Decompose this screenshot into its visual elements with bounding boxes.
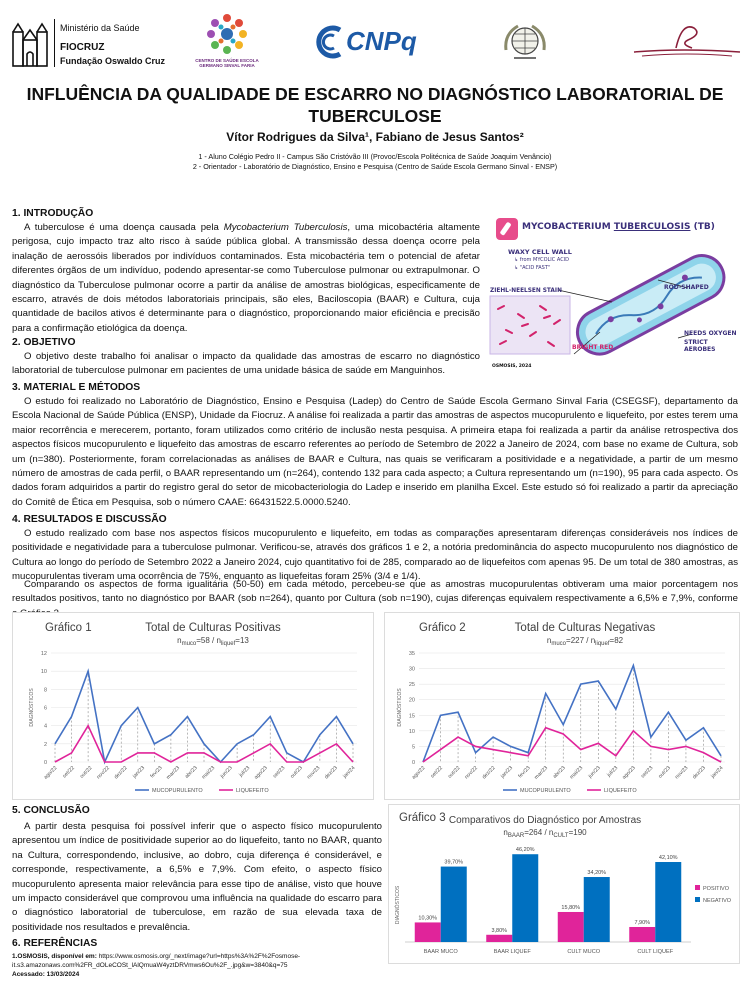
x-tick-label: jan/24 [710, 765, 725, 780]
x-tick-label: jul/23 [606, 765, 620, 779]
label-oxygen-1: NEEDS OXYGEN [684, 330, 737, 337]
references-heading: 6. REFERÊNCIAS [12, 938, 98, 949]
y-tick-label: 15 [408, 713, 415, 720]
x-tick-label: nov/23 [674, 765, 690, 781]
x-tick-label: CULT LIQUEF [637, 949, 674, 955]
y-axis-label: DIAGNÓSTICOS [395, 885, 401, 925]
legend-label: LIQUEFEITO [236, 788, 269, 794]
label-rod: ROD-SHAPED [664, 284, 709, 291]
school-emblem-icon [200, 12, 254, 60]
bar-data-label: 15,80% [561, 904, 581, 911]
y-axis-label: DIAGNÓSTICOS [29, 688, 35, 727]
y-tick-label: 20 [408, 697, 415, 704]
castle-icon [10, 16, 50, 68]
y-tick-label: 12 [40, 651, 47, 657]
results-heading: 4. RESULTADOS E DISCUSSÃO [12, 514, 167, 525]
label-ziehl: ZIEHL-NEELSEN STAIN [490, 288, 562, 294]
intro-text-b: , uma micobactéria altamente perigosa, cujo impacto traz alto risco à saúde pública global. A transmissão dessa doença ocorre pela inalação de aerossóis liberados por indivíduos contaminados. Esta micobactéria tem o potencial de afetar diferentes órgãos de um indivíduo, podendo apresentar-se como Tuberculose pulmonar ou extrapulmonar. O diagnóstico da Tuberculose pulmonar ocorre a partir da análise de amostras biológicas, especificamente de escarro, através de dois métodos laboratoriais principais, são eles, Baciloscopia (BAAR) e Cultura, cuja quantidade de bacilos ativos é determinante para o diagnóstico, proporcionando maior eficiência e precisão para a confirmação etiológica da doença. [12, 222, 480, 334]
x-tick-label: dez/23 [691, 765, 707, 781]
legend-swatch [695, 885, 700, 890]
tb-figure [488, 214, 738, 374]
fiocruz-name: FIOCRUZ [60, 42, 105, 53]
chart-subtitle: $n_{muco}=58 / n_{liquef}=13$ [177, 636, 249, 647]
intro-text-a: A tuberculose é uma doença causada pela [24, 222, 224, 233]
x-tick-label: ago/22 [410, 765, 427, 781]
figure-title-b: TUBERCULOSIS [613, 222, 691, 232]
x-tick-label: mar/23 [165, 765, 182, 781]
bar-data-label: 42,10% [658, 855, 678, 862]
ministry-logo [10, 14, 170, 70]
x-tick-label: jan/23 [499, 765, 515, 780]
x-tick-label: jul/23 [238, 765, 252, 779]
bar-data-label: 39,70% [444, 859, 464, 866]
chart-1-svg [13, 613, 373, 799]
x-tick-label: nov/23 [306, 765, 322, 781]
y-tick-label: 5 [411, 744, 415, 751]
methods-text: O estudo foi realizado no Laboratório de Diagnóstico, Ensino e Pesquisa (Ladep) do Centro de Saúde Escola Germano Sinval Faria (CSEGSF), departamento da Escola Nacional de Saúde Pública (ENSP), Unidade da Fiocruz. A análise foi realizada a partir das amostras de aspectos mucopurulento e liquefeito, por estes terem uma maior recorrência e merecerem, portanto, foram utilizados como critério de inclusão nesta pesquisa. A primeira etapa foi realizada a partir da análise retrospectiva dos aspectos físicos mucopurulento e liquefeito das amostras de escarro referentes ao período de Setembro de 2022 a Janeiro de 2024, com base no exame de Cultura, sob um (n=380). Posteriormente, foram correlacionadas as análises de BAAR e Cultura, nas quais se verificaram a positividade e a negatividade, a partir de um mesmo número de amostras de cada perfil, o BAAR representando um (n=264), contendo 132 para cada aspecto; a Cultura representando um (n=190), 95 para cada aspecto. Os dados foram adquiridos a partir do registro geral do setor de micobacteriologia do Ladep e inserido em planilha Excel. Este estudo só foi realizado a partir da apreciação do Comitê de Ética em Pesquisa, sob o número CAAE: 66431522.5.0000.5240. [12, 396, 738, 508]
results-text-2: Comparando os aspectos de forma igualitária (50-50) em cada método, percebeu-se que as amostras mucopurulentas obtiveram uma maior porcentagem nos resultados positivos, tanto no diagnóstico por BAAR (sob n=264), quanto por Cultura (sob n=190), cujas diferenças equivalem respectivamente a 6,5% e 7,9%, conforme [12, 579, 738, 605]
cnpq-swirl-icon [314, 24, 346, 60]
intro-species: Mycobacterium Tuberculosis [223, 222, 348, 233]
affiliation-2: 2 - Orientador - Laboratório de Diagnóstico, Ensino e Pesquisa (Centro de Saúde Escola Germano Sinval - ENSP) [192, 162, 558, 171]
chart-3-svg [389, 805, 739, 963]
bar-positivo [558, 912, 584, 942]
y-tick-label: 0 [411, 760, 415, 766]
chart-3 [388, 804, 740, 964]
intro-heading: 1. INTRODUÇÃO [12, 208, 94, 219]
x-tick-label: nov/22 [463, 765, 480, 781]
x-tick-label: jun/23 [587, 765, 602, 780]
chart-title: Total de Culturas Negativas [514, 622, 656, 634]
chart-1 [12, 612, 374, 800]
x-tick-label: set/23 [272, 765, 287, 780]
chart-2-svg [385, 613, 739, 799]
reference-1 [12, 952, 302, 979]
y-tick-label: 35 [408, 651, 415, 657]
figure-credit: OSMOSIS, 2024 [492, 364, 532, 369]
x-tick-label: mai/23 [200, 765, 217, 781]
conclusion-text: A partir desta pesquisa foi possível inferir que o aspecto físico mucopurulento apresentou um índice de positividade superior ao do liquefeito, tanto no BAAR, quanto na Cultura, correspondendo, inclusive, ao dobro, cuja diferença é considerável, e corresponde, respectivamente, a 6,5% e 7,9%. Com efeito, o aspecto físico mucopurulento apresenta maior relevância para esse tipo de análise, visto que houve um impacto considerável que comprovou uma influência na qualidade do escarro para o diagnóstico laboratorial de tuberculose, em razão de sua elevada taxa de positividade nos resultados e prevalência. [12, 821, 382, 933]
legend-swatch [695, 897, 700, 902]
authors: Vítor Rodrigues da Silva¹, Fabiano de Jesus Santos² [226, 130, 524, 144]
y-tick-label: 10 [40, 669, 47, 676]
bar-positivo [486, 935, 512, 942]
label-bright-red: BRIGHT RED [572, 344, 614, 351]
label-waxy-sub1: ↳ from MYCOLIC ACID [514, 257, 570, 263]
provoc-logo-icon [632, 18, 742, 62]
bar-data-label: 3,80% [491, 927, 508, 934]
methods-heading: 3. MATERIAL E MÉTODOS [12, 382, 141, 393]
figure-title-a: MYCOBACTERIUM [522, 222, 614, 232]
chart-title: Total de Culturas Positivas [145, 622, 281, 634]
y-tick-label: 4 [43, 723, 47, 730]
x-tick-label: ago/23 [253, 765, 269, 781]
x-tick-label: abr/23 [551, 765, 567, 780]
x-tick-label: BAAR LIQUEF [493, 949, 531, 955]
legend-label: NEGATIVO [703, 898, 732, 904]
logo-divider [54, 19, 55, 67]
x-tick-label: fev/23 [149, 765, 164, 780]
legend-label: LIQUEFEITO [604, 788, 637, 794]
affiliation-1: 1 - Aluno Colégio Pedro II - Campus São Cristóvão III (Provoc/Escola Politécnica de Saúde Joaquim Venâncio) [198, 152, 552, 161]
foundation-name: Fundação Oswaldo Cruz [60, 56, 166, 66]
objective-heading: 2. OBJETIVO [12, 337, 76, 348]
bar-data-label: 7,90% [634, 919, 651, 926]
x-tick-label: set/22 [61, 765, 76, 780]
reference-access: Acessado: 13/03/2024 [12, 971, 80, 978]
x-tick-label: ago/22 [42, 765, 59, 781]
globe-seal-icon [500, 20, 550, 64]
chart-label: Gráfico 2 [419, 622, 466, 634]
objective-text: O objetivo deste trabalho foi analisar o impacto da qualidade das amostras de escarro no diagnóstico laboratorial de tuberculose pulmonar em pacientes de uma unidade básica de saúde em Manguinhos. [12, 351, 480, 377]
bar-positivo [629, 927, 655, 942]
x-tick-label: BAAR MUCO [423, 949, 458, 955]
chart-subtitle: $n_{muco}=227 / n_{liquef}=82$ [546, 636, 624, 647]
reference-label: 1.OSMOSIS, disponível em: [12, 953, 97, 960]
y-tick-label: 0 [43, 760, 47, 766]
y-tick-label: 2 [43, 741, 47, 748]
x-tick-label: fev/23 [517, 765, 532, 780]
label-waxy: WAXY CELL WALL [508, 248, 572, 256]
x-tick-label: dez/22 [113, 765, 129, 781]
bar-data-label: 10,30% [418, 915, 438, 922]
figure-title-c: (TB) [690, 222, 715, 232]
legend-label: MUCOPURULENTO [152, 788, 203, 794]
x-tick-label: ago/23 [621, 765, 637, 781]
poster-title: INFLUÊNCIA DA QUALIDADE DE ESCARRO NO DIAGNÓSTICO LABORATORIAL DE TUBERCULOSE [26, 84, 724, 126]
bar-negativo [584, 877, 610, 942]
chart-2 [384, 612, 740, 800]
x-tick-label: set/22 [429, 765, 444, 780]
figure-title [522, 222, 715, 232]
bar-negativo [655, 862, 681, 942]
conclusion-heading: 5. CONCLUSÃO [12, 805, 90, 816]
x-tick-label: nov/22 [95, 765, 112, 781]
cnpq-logo [314, 22, 426, 62]
x-tick-label: out/23 [657, 765, 672, 780]
x-tick-label: jun/23 [219, 765, 234, 780]
x-tick-label: mar/23 [533, 765, 550, 781]
y-tick-label: 25 [408, 682, 415, 689]
chart-title: Comparativos do Diagnóstico por Amostras [448, 815, 642, 826]
ministry-name: Ministério da Saúde [60, 23, 140, 33]
chart-subtitle: $n_{BAAR}=264 / n_{CULT}=190$ [503, 828, 587, 839]
results-text-1: O estudo realizado com base nos aspectos físicos mucopurulento e liquefeito, em todas as comparações apresentaram diferenças consideráveis nos índices de positividade e negatividade para a tuberculose pulmonar. Verificou-se, através dos gráficos 1 e 2, a notória predominância do aspecto mucopurulento nos diagnóstico de Cultura ao longo do período de Setembro 2022 a Janeiro 2024, cujo quantitativo foi de 285, comparado ao de liquefeitos com apenas 95. De um total de 380 amostras, as mucopurulentas tiveram uma ocorrência de 75%, enquanto as liquefeitas foram 25% (3/4 e 1/4). [12, 528, 738, 583]
legend-label: POSITIVO [703, 886, 729, 892]
y-tick-label: 10 [408, 728, 415, 735]
y-tick-label: 6 [43, 705, 47, 712]
bar-negativo [512, 854, 538, 942]
cnpq-name: CNPq [346, 26, 417, 56]
x-tick-label: out/22 [447, 765, 462, 780]
bar-negativo [441, 867, 467, 942]
school-name: CENTRO DE SAÚDE ESCOLA GERMANO SINVAL FARIA [195, 58, 259, 68]
x-tick-label: jan/23 [131, 765, 147, 780]
legend-label: MUCOPURULENTO [520, 788, 571, 794]
y-tick-label: 8 [43, 687, 47, 694]
chart-label: Gráfico 3 [399, 812, 446, 824]
x-tick-label: CULT MUCO [567, 949, 601, 955]
x-tick-label: abr/23 [183, 765, 199, 780]
x-tick-label: dez/23 [323, 765, 339, 781]
bar-data-label: 34,20% [587, 870, 607, 877]
y-tick-label: 30 [408, 666, 415, 673]
x-tick-label: set/23 [640, 765, 655, 780]
reference-url: https://www.osmosis.org/_next/image?url=https%3A%2F%2Fosmose-it.s3.amazonaws.com%2FR_dOLeCOSt_lAlQmuaW4yztDRVmws6Ou%2F_.jpg&w=3840&q=75 [12, 953, 301, 969]
x-tick-label: dez/22 [481, 765, 497, 781]
bar-positivo [415, 922, 441, 942]
x-tick-label: out/22 [79, 765, 94, 780]
label-waxy-sub2: ↳ "ACID FAST" [514, 265, 551, 271]
x-tick-label: jan/24 [342, 765, 357, 780]
intro-text [12, 221, 480, 336]
label-oxygen-2: STRICT AEROBES [684, 339, 716, 353]
y-axis-label: DIAGNÓSTICOS [397, 688, 403, 727]
school-logo [195, 12, 259, 72]
chart-label: Gráfico 1 [45, 622, 92, 634]
x-tick-label: mai/23 [568, 765, 585, 781]
x-tick-label: out/23 [289, 765, 304, 780]
bar-data-label: 46,20% [515, 847, 535, 854]
